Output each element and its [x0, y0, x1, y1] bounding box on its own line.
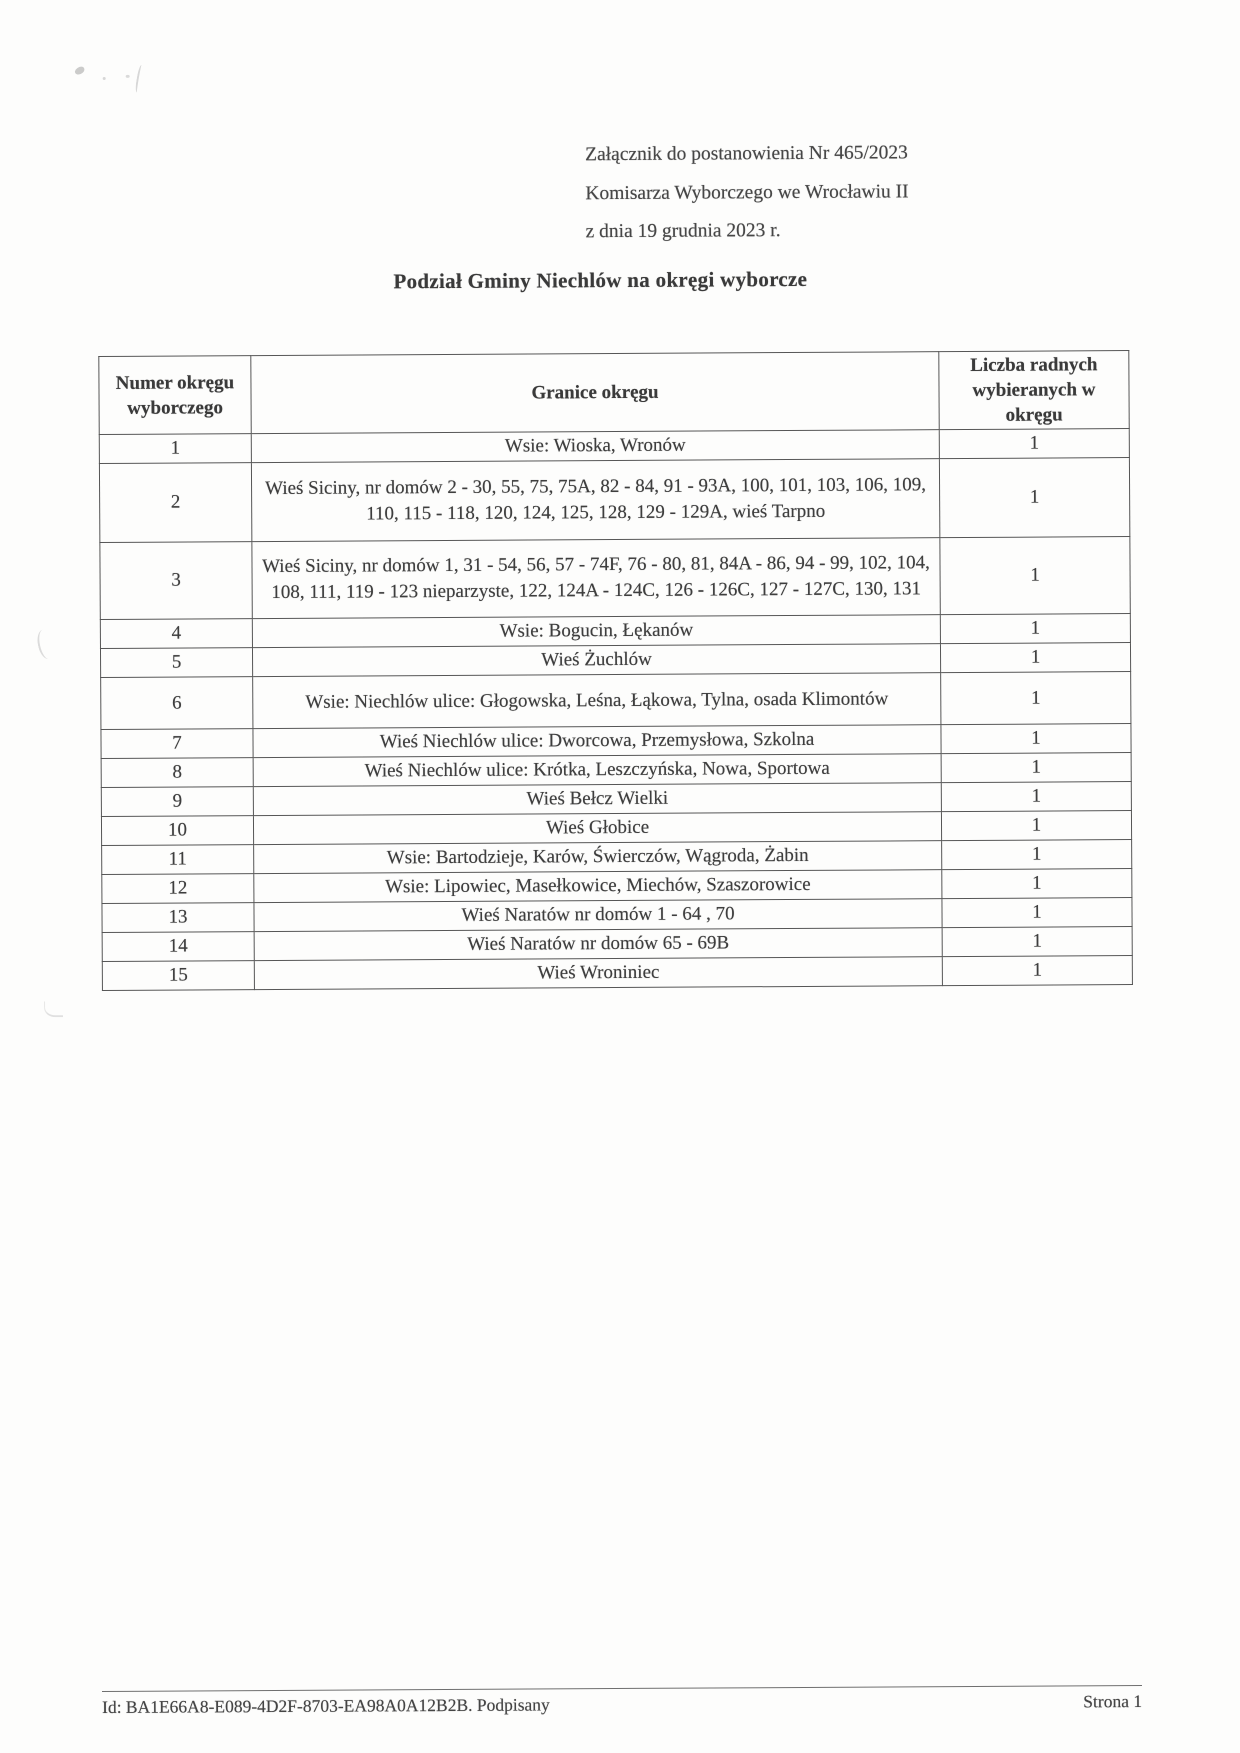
scan-artifact — [74, 66, 86, 76]
cell-district-number: 6 — [101, 677, 253, 730]
scan-artifact — [126, 75, 130, 78]
cell-district-number: 1 — [99, 434, 251, 464]
cell-district-number: 13 — [102, 903, 254, 933]
cell-district-boundaries: Wieś Naratów nr domów 1 - 64 , 70 — [254, 899, 942, 932]
cell-district-boundaries: Wieś Głobice — [253, 812, 941, 845]
header-district-boundaries: Granice okręgu — [251, 352, 939, 434]
cell-councillors-count: 1 — [941, 811, 1131, 841]
cell-councillors-count: 1 — [941, 753, 1131, 783]
scan-artifact — [35, 628, 57, 661]
header-councillors-count: Liczba radnych wybieranych w okręgu — [939, 351, 1129, 430]
cell-councillors-count: 1 — [942, 840, 1132, 870]
cell-councillors-count: 1 — [940, 537, 1130, 615]
document-id: Id: BA1E66A8-E089-4D2F-8703-EA98A0A12B2B. Podpisany — [102, 1694, 550, 1718]
document-title: Podział Gminy Niechlów na okręgi wyborcze — [393, 266, 808, 294]
electoral-districts-table — [98, 350, 1133, 991]
header-district-number: Numer okręgu wyborczego — [99, 356, 251, 435]
page-number: Strona 1 — [1083, 1691, 1143, 1712]
cell-councillors-count: 1 — [939, 458, 1129, 538]
cell-district-number: 3 — [100, 542, 252, 620]
table-row — [101, 672, 1131, 730]
cell-district-boundaries: Wieś Siciny, nr domów 2 - 30, 55, 75, 75A, 82 - 84, 91 - 93A, 100, 101, 103, 106, 109, 110, 115 - 118, 120, 124, 125, 128, 129 - 129A, wieś Tarpno — [251, 459, 939, 542]
cell-district-boundaries: Wieś Żuchlów — [252, 644, 940, 677]
cell-councillors-count: 1 — [939, 429, 1129, 459]
cell-district-boundaries: Wieś Wroniniec — [254, 957, 942, 990]
cell-district-number: 14 — [102, 932, 254, 962]
scan-artifact — [134, 65, 144, 93]
cell-councillors-count: 1 — [941, 724, 1131, 754]
attachment-note-line: z dnia 19 grudnia 2023 r. — [585, 220, 781, 243]
cell-district-boundaries: Wieś Siciny, nr domów 1, 31 - 54, 56, 57 - 74F, 76 - 80, 81, 84A - 86, 94 - 99, 102, 104, 108, 111, 119 - 123 nieparzyste, 122, 124A - 124C, 126 - 126C, 127 - 127C, 130, 131 — [252, 538, 940, 619]
cell-councillors-count: 1 — [941, 782, 1131, 812]
cell-district-number: 5 — [100, 648, 252, 678]
attachment-note — [585, 134, 909, 251]
cell-district-number: 10 — [101, 816, 253, 846]
cell-councillors-count: 1 — [940, 614, 1130, 644]
cell-district-number: 15 — [102, 961, 254, 991]
cell-district-boundaries: Wsie: Niechlów ulice: Głogowska, Leśna, Łąkowa, Tylna, osada Klimontów — [253, 673, 941, 729]
attachment-note-line: Załącznik do postanowienia Nr 465/2023 — [585, 142, 908, 166]
cell-district-boundaries: Wsie: Bogucin, Łękanów — [252, 615, 940, 648]
cell-district-boundaries: Wieś Niechlów ulice: Dworcowa, Przemysłowa, Szkolna — [253, 725, 941, 758]
cell-councillors-count: 1 — [942, 898, 1132, 928]
cell-district-number: 8 — [101, 758, 253, 788]
table-header-row — [99, 351, 1129, 435]
cell-councillors-count: 1 — [942, 927, 1132, 957]
cell-councillors-count: 1 — [941, 672, 1131, 725]
cell-district-number: 11 — [102, 845, 254, 875]
table-row — [102, 956, 1132, 991]
cell-councillors-count: 1 — [942, 956, 1132, 986]
scan-artifact — [44, 1001, 63, 1017]
cell-district-number: 7 — [101, 729, 253, 759]
table-row — [99, 458, 1129, 543]
attachment-note-line: Komisarza Wyborczego we Wrocławiu II — [585, 180, 909, 204]
table-row — [100, 537, 1130, 620]
cell-district-number: 9 — [101, 787, 253, 817]
cell-district-boundaries: Wsie: Lipowiec, Masełkowice, Miechów, Szaszorowice — [254, 870, 942, 903]
cell-district-boundaries: Wsie: Wioska, Wronów — [251, 430, 939, 463]
cell-councillors-count: 1 — [942, 869, 1132, 899]
cell-district-number: 12 — [102, 874, 254, 904]
cell-district-boundaries: Wsie: Bartodzieje, Karów, Świerczów, Wągroda, Żabin — [254, 841, 942, 874]
cell-councillors-count: 1 — [940, 643, 1130, 673]
cell-district-boundaries: Wieś Naratów nr domów 65 - 69B — [254, 928, 942, 961]
cell-district-boundaries: Wieś Niechlów ulice: Krótka, Leszczyńska, Nowa, Sportowa — [253, 754, 941, 787]
cell-district-boundaries: Wieś Bełcz Wielki — [253, 783, 941, 816]
page-footer — [102, 1685, 1142, 1718]
scan-artifact — [103, 77, 106, 80]
cell-district-number: 2 — [99, 463, 251, 543]
cell-district-number: 4 — [100, 619, 252, 649]
